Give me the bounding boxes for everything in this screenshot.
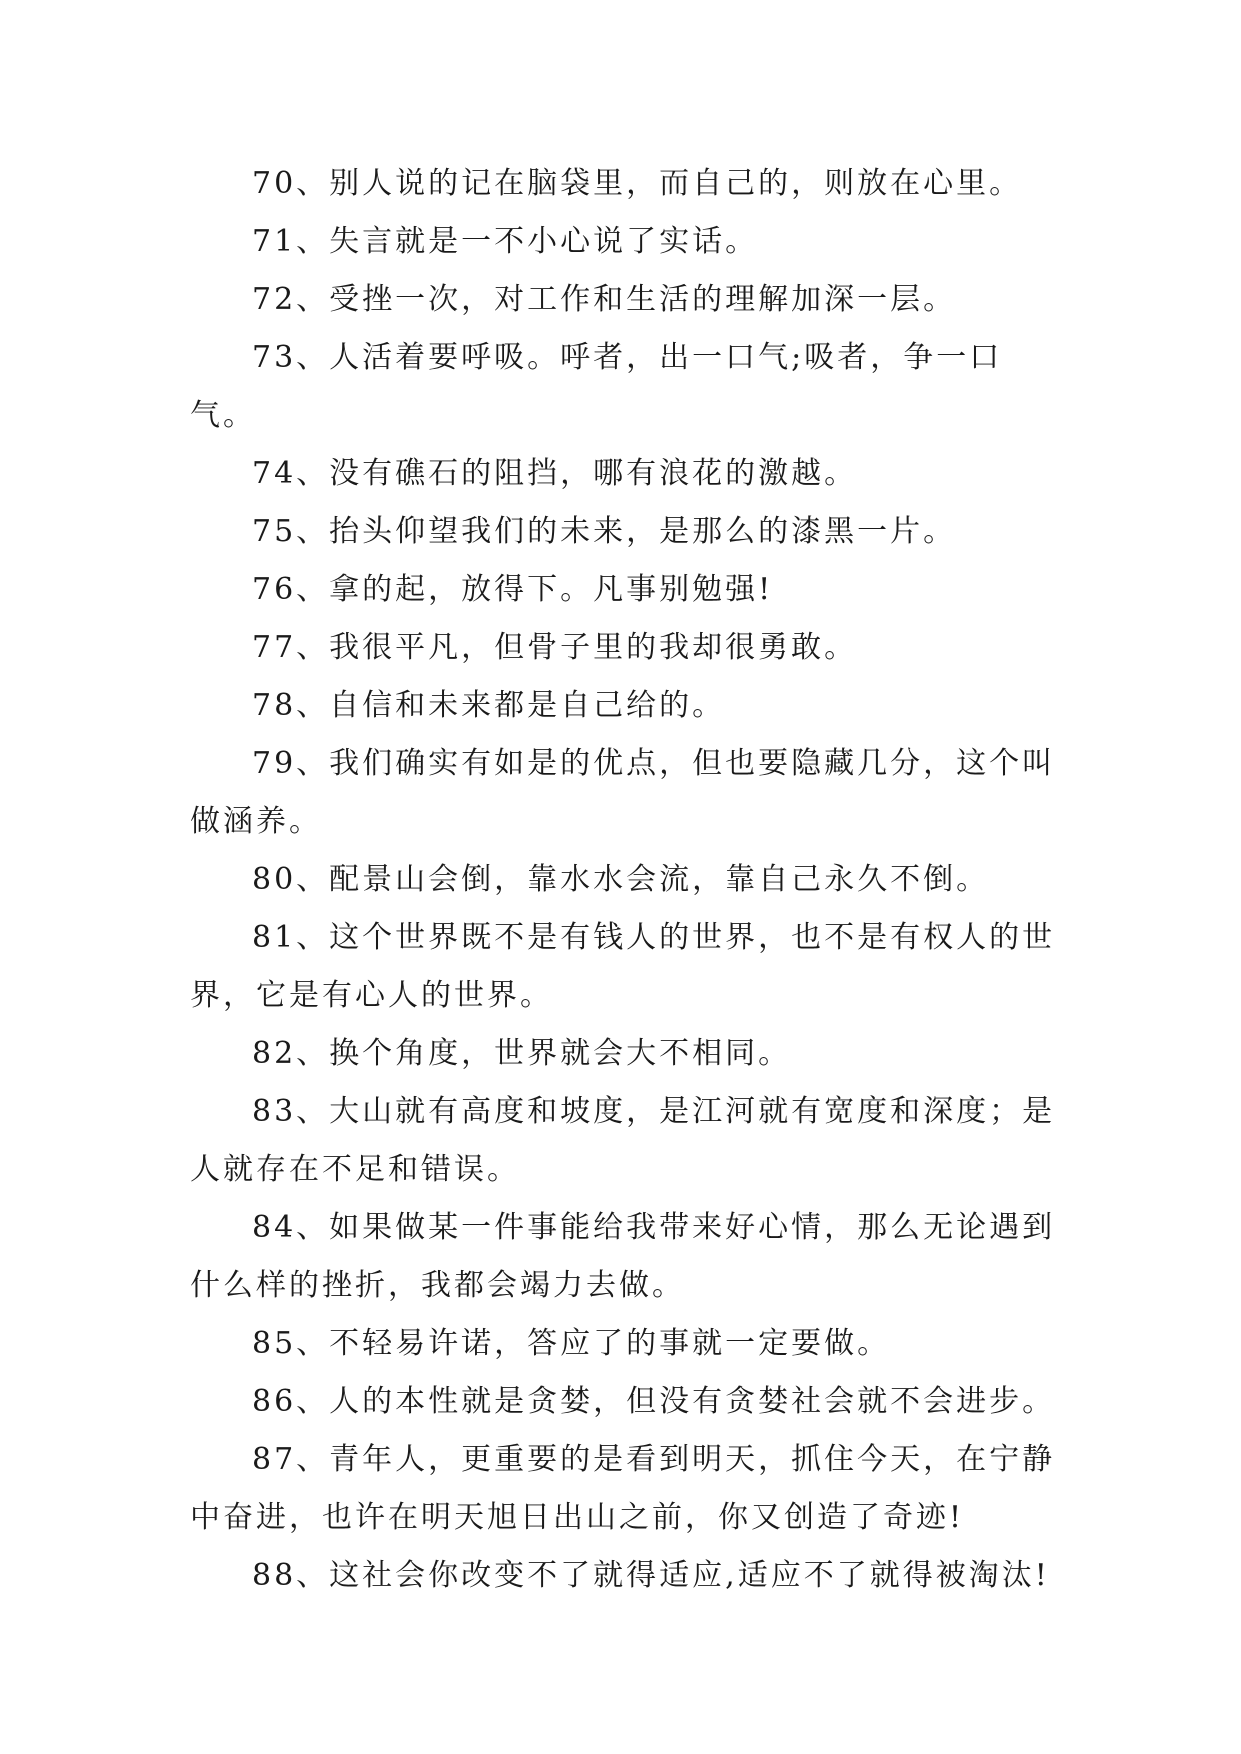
- paragraph-86: 86、人的本性就是贪婪，但没有贪婪社会就不会进步。: [252, 1384, 1056, 1419]
- paragraph-78: 78、自信和未来都是自己给的。: [252, 688, 726, 723]
- paragraph-70: 70、别人说的记在脑袋里，而自己的，则放在心里。: [252, 166, 1023, 201]
- paragraph-74: 74、没有礁石的阻挡，哪有浪花的激越。: [252, 456, 858, 491]
- paragraph-82: 82、换个角度，世界就会大不相同。: [252, 1036, 792, 1071]
- paragraph-71: 71、失言就是一不小心说了实话。: [252, 224, 759, 259]
- paragraph-88: 88、这社会你改变不了就得适应,适应不了就得被淘汰!: [252, 1558, 1050, 1593]
- paragraph-76: 76、拿的起，放得下。凡事别勉强!: [252, 572, 774, 607]
- paragraph-81: 81、这个世界既不是有钱人的世界，也不是有权人的世界，它是有心人的世界。: [190, 920, 1056, 1013]
- paragraph-84: 84、如果做某一件事能给我带来好心情，那么无论遇到什么样的挫折，我都会竭力去做。: [190, 1210, 1056, 1303]
- paragraph-83: 83、大山就有高度和坡度，是江河就有宽度和深度；是人就存在不足和错误。: [190, 1094, 1056, 1187]
- paragraph-87: 87、青年人，更重要的是看到明天，抓住今天，在宁静中奋进，也许在明天旭日出山之前，你又创造了奇迹!: [190, 1442, 1056, 1535]
- paragraph-85: 85、不轻易许诺，答应了的事就一定要做。: [252, 1326, 891, 1361]
- paragraph-77: 77、我很平凡，但骨子里的我却很勇敢。: [252, 630, 858, 665]
- paragraph-73: 73、人活着要呼吸。呼者，出一口气;吸者，争一口气。: [190, 340, 1003, 433]
- paragraph-75: 75、抬头仰望我们的未来，是那么的漆黑一片。: [252, 514, 957, 549]
- document-body: [190, 155, 1062, 1605]
- paragraph-79: 79、我们确实有如是的优点，但也要隐藏几分，这个叫做涵养。: [190, 746, 1056, 839]
- paragraph-80: 80、配景山会倒，靠水水会流，靠自己永久不倒。: [252, 862, 990, 897]
- paragraph-72: 72、受挫一次，对工作和生活的理解加深一层。: [252, 282, 957, 317]
